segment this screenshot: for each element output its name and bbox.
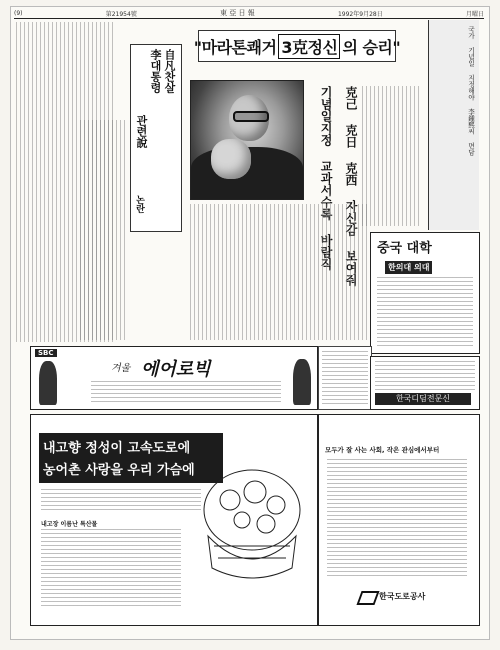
feature-subtitle-2: 기념일지정 교과서수록 바람직 [319, 86, 333, 270]
editorial-title-box [130, 44, 182, 232]
headline-pre: "마라톤쾌거 [193, 37, 277, 57]
market-ad [370, 356, 480, 410]
aerobic-ad [30, 346, 318, 410]
aerobic-brand: SBC [35, 349, 57, 357]
editorial-title-1: 自凡찬살 [163, 49, 176, 93]
market-ad-title: 한국디딤전문신 [375, 393, 471, 405]
issue-number: 第21954號 [105, 10, 137, 18]
issue-date: 1992年9月28日 [337, 10, 383, 18]
university-ad [370, 232, 480, 354]
highway-logo-icon [356, 591, 379, 605]
right-sidebar [428, 20, 479, 230]
editorial-title-3: 관련說 [135, 115, 148, 148]
highway-headline-1: 내고향 정성이 고속도로에 [43, 441, 191, 456]
small-ad [318, 346, 372, 410]
fruit-basket-illustration [200, 450, 304, 590]
highway-brand: 한국도로공사 [379, 592, 426, 601]
highway-small-title: 내고장 이름난 특산물 [41, 521, 98, 528]
aerobic-prefix: 겨울 [111, 363, 131, 374]
highway-headline-2: 농어촌 사랑을 우리 가슴에 [43, 463, 195, 478]
page-header [14, 8, 484, 19]
feature-body-text [190, 204, 368, 340]
highway-ad-right [318, 414, 480, 626]
main-headline [193, 30, 401, 62]
sidebar-title: 국가 기념일 지정해야 李鍾熙씨 면담 [467, 26, 475, 156]
weekday: 月曜日 [465, 10, 484, 18]
newspaper-name: 東 亞 日 報 [220, 9, 255, 17]
editorial-title-4: 논란 [134, 195, 144, 213]
headline-highlight: 3克정신 [278, 34, 340, 59]
editorial-title-2: 李대통령 [149, 49, 162, 93]
feature-subtitle-1: 克己 克日 克西 자신감 보여줘 [344, 86, 358, 286]
headline-post: 의 승리" [342, 37, 401, 57]
university-ad-subtitle: 한의대 의대 [385, 261, 432, 274]
portrait-photo [190, 80, 304, 200]
page-number: (9) [14, 9, 23, 17]
university-ad-title: 중국 대학 [377, 241, 432, 256]
editorial-body [80, 120, 126, 340]
feature-body-text-upper [362, 86, 422, 226]
aerobic-title: 에어로빅 [141, 359, 211, 380]
highway-right-title: 모두가 잘 사는 사회, 작은 관심에서부터 [325, 446, 440, 454]
